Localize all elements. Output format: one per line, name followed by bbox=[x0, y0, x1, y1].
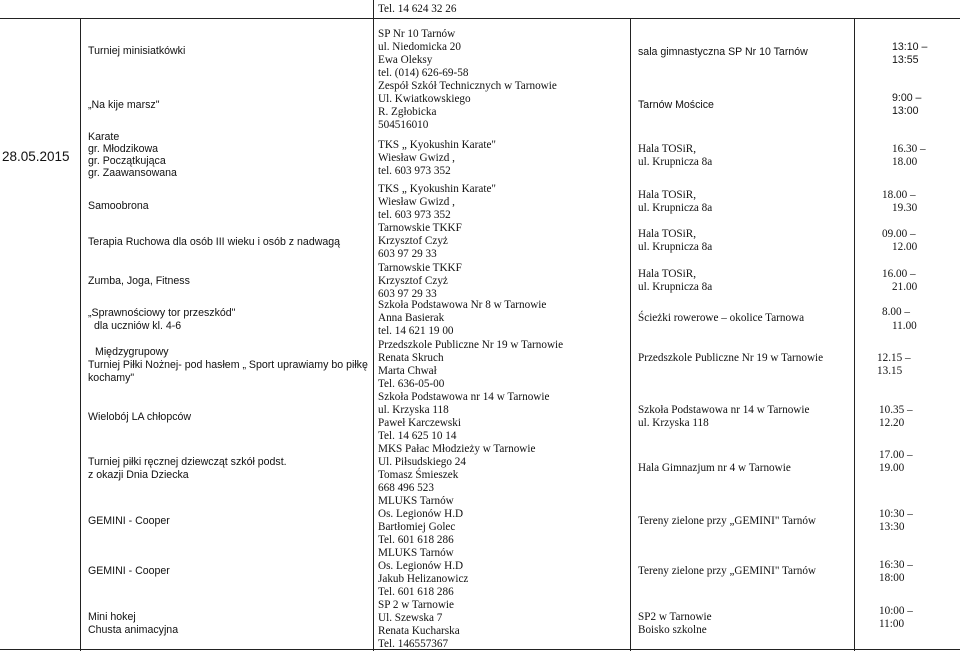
time-start: 18.00 – bbox=[882, 189, 916, 201]
contact-line: Szkoła Podstawowa Nr 8 w Tarnowie bbox=[378, 299, 547, 311]
place-line: ul. Krupnicza 8a bbox=[638, 202, 713, 214]
place-line: ul. Krupnicza 8a bbox=[638, 156, 713, 168]
contact-line: Zespół Szkół Technicznych w Tarnowie bbox=[378, 80, 557, 92]
time-start: 12.15 – bbox=[877, 352, 911, 364]
event-name: Mini hokej bbox=[88, 611, 136, 623]
contact-line: tel. 603 973 352 bbox=[378, 165, 451, 177]
contact-line: 603 97 29 33 bbox=[378, 248, 437, 260]
event-name: Międzygrupowy bbox=[95, 346, 169, 358]
time-end: 13.15 bbox=[877, 365, 903, 377]
column-divider-contact bbox=[630, 18, 631, 651]
place-line: Hala Gimnazjum nr 4 w Tarnowie bbox=[638, 462, 791, 474]
contact-line: Os. Legionów H.D bbox=[378, 508, 464, 520]
contact-line: tel. 603 973 352 bbox=[378, 209, 451, 221]
contact-line: Ul. Piłsudskiego 24 bbox=[378, 456, 466, 468]
contact-line: Szkoła Podstawowa nr 14 w Tarnowie bbox=[378, 391, 550, 403]
event-date: 28.05.2015 bbox=[2, 149, 70, 164]
contact-line: Tel. 601 618 286 bbox=[378, 534, 454, 546]
event-name: z okazji Dnia Dziecka bbox=[88, 469, 189, 481]
table-top-border bbox=[0, 18, 960, 19]
place-line: ul. Krupnicza 8a bbox=[638, 241, 713, 253]
event-name: „Sprawnościowy tor przeszkód" bbox=[88, 307, 236, 319]
event-name: kochamy" bbox=[88, 372, 135, 384]
time-end: 11:00 bbox=[879, 618, 905, 630]
contact-line: TKS „ Kyokushin Karate" bbox=[378, 183, 496, 195]
time-end: 12.20 bbox=[879, 417, 905, 429]
contact-line: Paweł Karczewski bbox=[378, 417, 461, 429]
contact-line: Wiesław Gwizd , bbox=[378, 196, 455, 208]
place-line: Szkoła Podstawowa nr 14 w Tarnowie bbox=[638, 404, 810, 416]
time-start: 10:30 – bbox=[879, 508, 913, 520]
event-name: Samoobrona bbox=[88, 200, 149, 212]
event-name: GEMINI - Cooper bbox=[88, 565, 170, 577]
place-line: SP2 w Tarnowie bbox=[638, 611, 712, 623]
event-name: Wielobój LA chłopców bbox=[88, 411, 192, 423]
time-start: 8.00 – bbox=[882, 306, 910, 318]
time-start: 09.00 – bbox=[882, 228, 916, 240]
place-line: ul. Krzyska 118 bbox=[638, 417, 709, 429]
place-line: Tereny zielone przy „GEMINI" Tarnów bbox=[638, 515, 816, 527]
event-name: Turniej Piłki Nożnej- pod hasłem „ Sport uprawiamy bo piłkę bbox=[88, 359, 368, 371]
time-end: 13:55 bbox=[892, 54, 919, 66]
column-divider-place bbox=[854, 18, 855, 651]
event-name: gr. Młodzikowa bbox=[88, 143, 159, 155]
contact-line: MLUKS Tarnów bbox=[378, 495, 454, 507]
contact-line: Bartłomiej Golec bbox=[378, 521, 456, 533]
time-end: 19.30 bbox=[892, 202, 918, 214]
contact-line: tel. (014) 626-69-58 bbox=[378, 67, 469, 79]
column-divider-event bbox=[373, 0, 374, 651]
contact-line: SP Nr 10 Tarnów bbox=[378, 28, 456, 40]
event-name: Zumba, Joga, Fitness bbox=[88, 275, 190, 287]
time-start: 13:10 – bbox=[892, 41, 928, 53]
event-name: Karate bbox=[88, 131, 120, 143]
contact-line: Krzysztof Czyż bbox=[378, 275, 448, 287]
column-divider-date bbox=[80, 18, 81, 651]
event-name: GEMINI - Cooper bbox=[88, 515, 170, 527]
contact-line: Tarnowskie TKKF bbox=[378, 222, 462, 234]
contact-line: ul. Niedomicka 20 bbox=[378, 41, 461, 53]
contact-line: Tel. 636-05-00 bbox=[378, 378, 445, 390]
contact-line: Tomasz Śmieszek bbox=[378, 469, 459, 481]
contact-line: MLUKS Tarnów bbox=[378, 547, 454, 559]
place-line: Ścieżki rowerowe – okolice Tarnowa bbox=[638, 312, 805, 324]
contact-line: 603 97 29 33 bbox=[378, 288, 437, 300]
place-line: Hala TOSiR, bbox=[638, 143, 697, 155]
contact-line: Tel. 146557367 bbox=[378, 638, 449, 650]
time-start: 16.00 – bbox=[882, 268, 916, 280]
contact-line: MKS Pałac Młodzieży w Tarnowie bbox=[378, 443, 536, 455]
place-line: ul. Krupnicza 8a bbox=[638, 281, 713, 293]
time-end: 21.00 bbox=[892, 281, 918, 293]
contact-line: Renata Skruch bbox=[378, 352, 444, 364]
contact-line: tel. 14 621 19 00 bbox=[378, 325, 454, 337]
time-end: 18.00 bbox=[892, 156, 918, 168]
contact-line: Ul. Szewska 7 bbox=[378, 612, 443, 624]
contact-line: Ewa Oleksy bbox=[378, 54, 433, 66]
event-name: dla uczniów kl. 4-6 bbox=[94, 320, 182, 332]
place-line: Tereny zielone przy „GEMINI" Tarnów bbox=[638, 565, 816, 577]
event-name: gr. Początkująca bbox=[88, 155, 166, 167]
place-line: Hala TOSiR, bbox=[638, 228, 697, 240]
contact-line: Os. Legionów H.D bbox=[378, 560, 464, 572]
time-start: 16.30 – bbox=[892, 143, 926, 155]
time-end: 18:00 bbox=[879, 572, 905, 584]
place-line: Boisko szkolne bbox=[638, 624, 707, 636]
event-name: Turniej minisiatkówki bbox=[88, 45, 186, 57]
table-bottom-border bbox=[0, 649, 960, 650]
place-line: Tarnów Mościce bbox=[638, 99, 714, 111]
contact-line: ul. Krzyska 118 bbox=[378, 404, 449, 416]
event-name: Terapia Ruchowa dla osób III wieku i osób z nadwagą bbox=[88, 236, 341, 248]
contact-line: Przedszkole Publiczne Nr 19 w Tarnowie bbox=[378, 339, 564, 351]
time-start: 16:30 – bbox=[879, 559, 913, 571]
contact-line: R. Zgłobicka bbox=[378, 106, 437, 118]
contact-line: Renata Kucharska bbox=[378, 625, 460, 637]
time-start: 10.35 – bbox=[879, 404, 913, 416]
time-start: 9:00 – bbox=[892, 92, 922, 104]
contact-line: TKS „ Kyokushin Karate" bbox=[378, 139, 496, 151]
time-end: 13:00 bbox=[892, 105, 919, 117]
contact-line: Marta Chwał bbox=[378, 365, 437, 377]
time-start: 17.00 – bbox=[879, 449, 913, 461]
place-line: Przedszkole Publiczne Nr 19 w Tarnowie bbox=[638, 352, 824, 364]
contact-line: Wiesław Gwizd , bbox=[378, 152, 455, 164]
time-end: 13:30 bbox=[879, 521, 905, 533]
contact-line: Krzysztof Czyż bbox=[378, 235, 448, 247]
contact-line: 504516010 bbox=[378, 119, 429, 131]
event-name: gr. Zaawansowana bbox=[88, 167, 177, 179]
contact-line: Anna Basierak bbox=[378, 312, 445, 324]
place-line: sala gimnastyczna SP Nr 10 Tarnów bbox=[638, 46, 808, 58]
contact-line: Tel. 601 618 286 bbox=[378, 586, 454, 598]
event-name: Chusta animacyjna bbox=[88, 624, 179, 636]
time-start: 10:00 – bbox=[879, 605, 913, 617]
event-name: „Na kije marsz" bbox=[88, 99, 160, 111]
event-name: Turniej piłki ręcznej dziewcząt szkół podst. bbox=[88, 456, 287, 468]
header-phone: Tel. 14 624 32 26 bbox=[378, 3, 457, 15]
contact-line: Ul. Kwiatkowskiego bbox=[378, 93, 471, 105]
time-end: 11.00 bbox=[892, 320, 917, 332]
place-line: Hala TOSiR, bbox=[638, 189, 697, 201]
time-end: 12.00 bbox=[892, 241, 918, 253]
contact-line: Jakub Helizanowicz bbox=[378, 573, 469, 585]
place-line: Hala TOSiR, bbox=[638, 268, 697, 280]
contact-line: 668 496 523 bbox=[378, 482, 434, 494]
contact-line: SP 2 w Tarnowie bbox=[378, 599, 454, 611]
contact-line: Tarnowskie TKKF bbox=[378, 262, 462, 274]
contact-line: Tel. 14 625 10 14 bbox=[378, 430, 457, 442]
time-end: 19.00 bbox=[879, 462, 905, 474]
